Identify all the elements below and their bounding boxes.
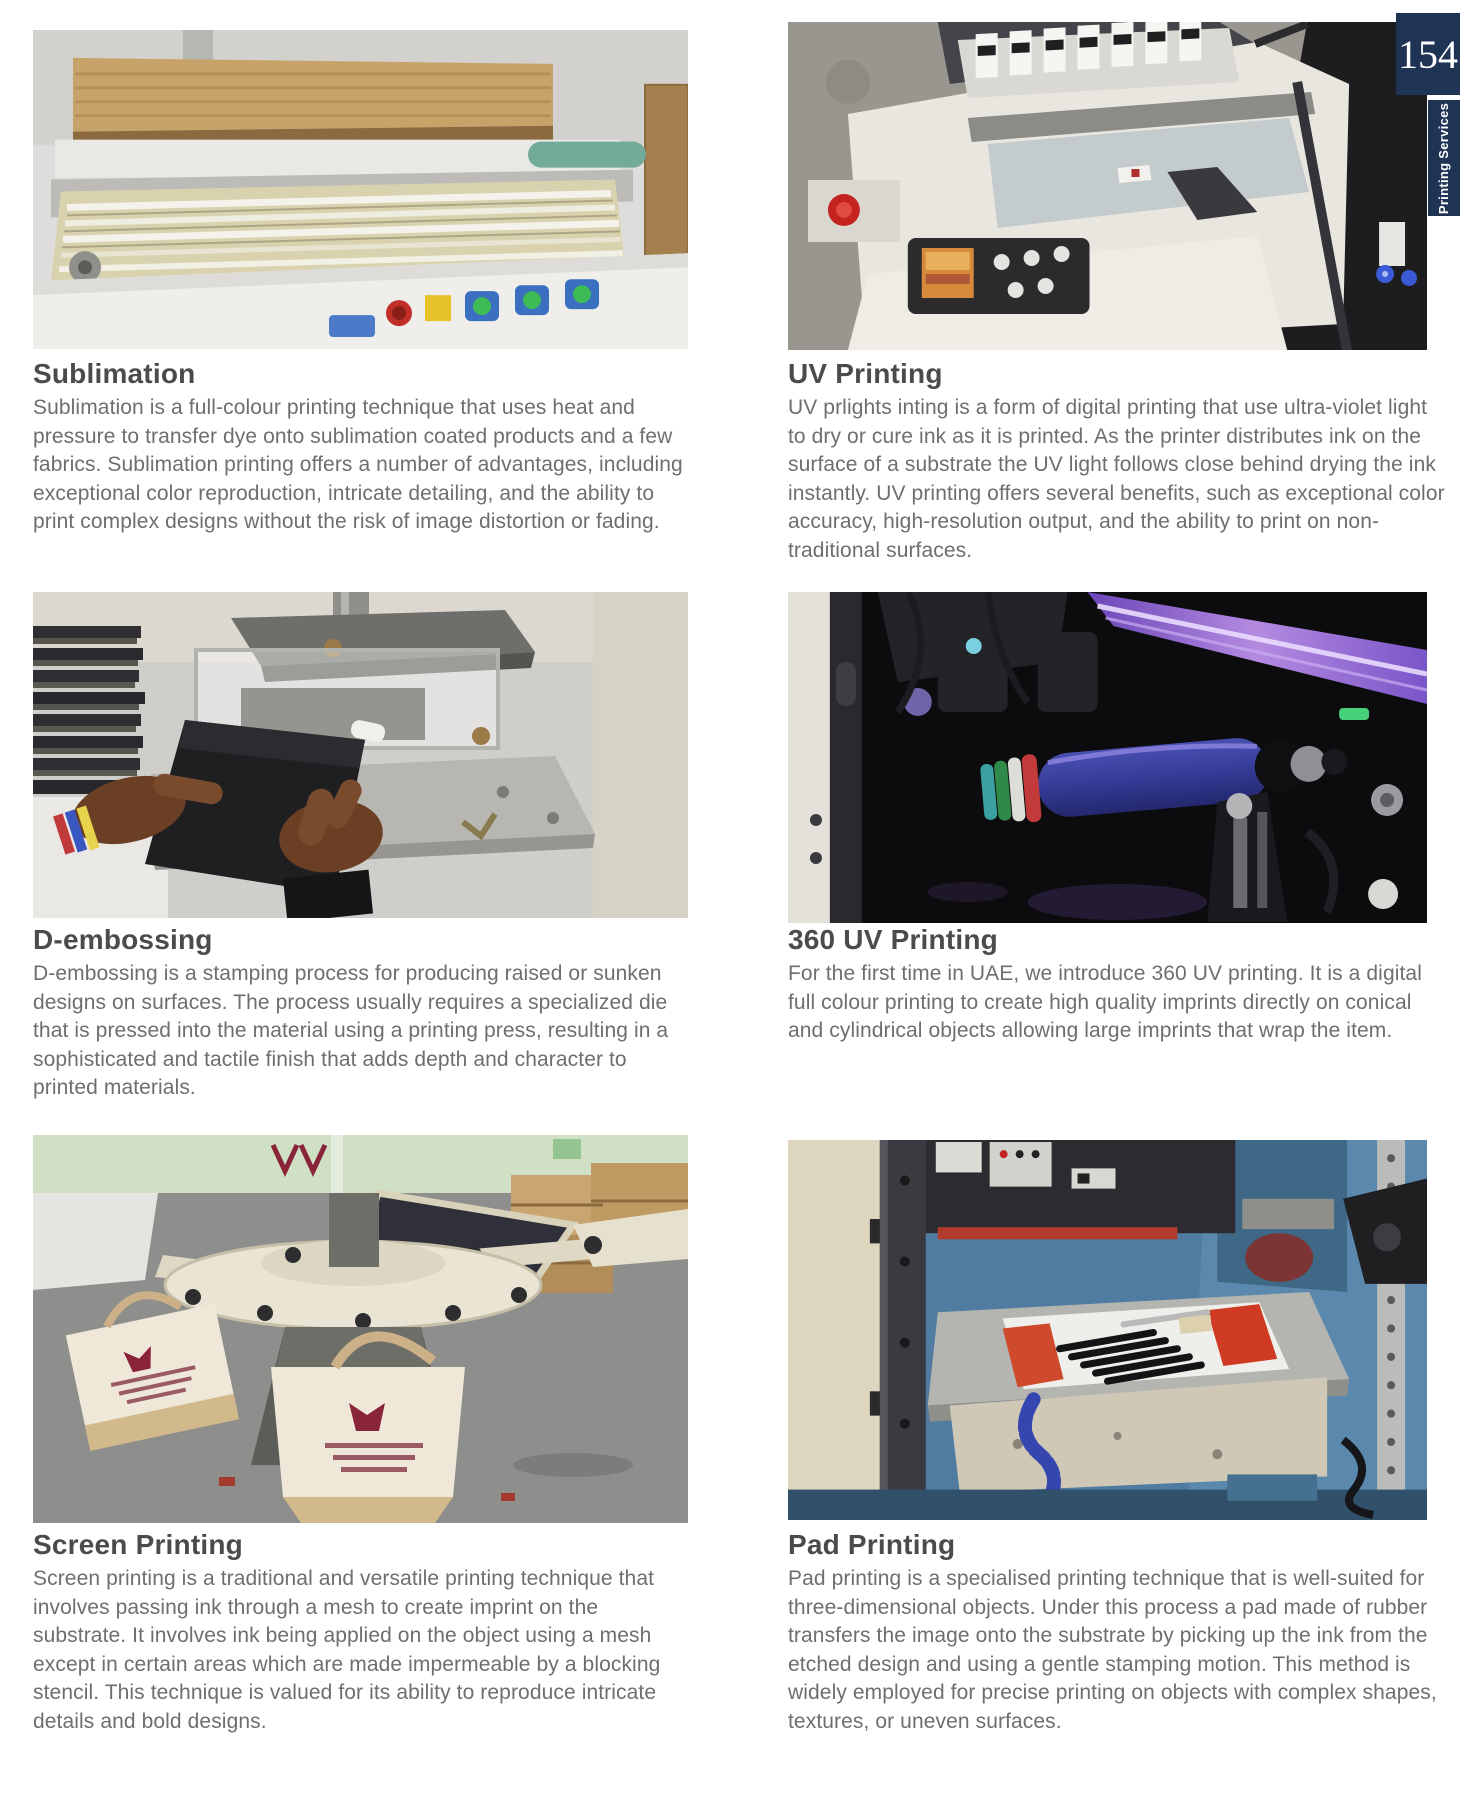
- d-embossing-body: D-embossing is a stamping process for producing raised or sunken designs on surfaces. The process usually requires a specialized die that is pressed into the material using a printing press, resulting in a sophisticated and tactile finish that adds depth and character to printed materials.: [33, 962, 669, 1099]
- side-tab-label: Printing Services: [1436, 102, 1452, 214]
- 360-uv-printing-photo-illustration: [788, 592, 1427, 923]
- pad-printing-title: Pad Printing: [788, 1529, 956, 1560]
- uv-printing-title: UV Printing: [788, 358, 943, 389]
- sublimation-photo-illustration: [33, 30, 688, 349]
- pad-printing-body: Pad printing is a specialised printing technique that is well-suited for three-dimensional objects. Under this process a pad made of rubber transfers the image onto the substrate by picking up the ink from the etched design and using a gentle stamping motion. This method is widely employed for precise printing on objects with complex shapes, textures, or uneven surfaces.: [788, 1567, 1437, 1733]
- screen-printing-body: Screen printing is a traditional and versatile printing technique that involves passing ink through a mesh to create imprint on the substrate. It involves ink being applied on the object using a mesh except in certain areas which are made impermeable by a blocking stencil. This technique is valued for its ability to reproduce intricate details and bold designs.: [33, 1567, 661, 1733]
- screen-printing-title: Screen Printing: [33, 1529, 243, 1560]
- pad-printing-photo: [788, 1140, 1427, 1520]
- d-embossing-title: D-embossing: [33, 924, 213, 955]
- screen-printing-photo-illustration: [33, 1135, 688, 1523]
- 360-uv-printing-title: 360 UV Printing: [788, 924, 998, 955]
- sublimation-body: Sublimation is a full-colour printing technique that uses heat and pressure to transfer dye onto sublimation coated products and a few fabrics. Sublimation printing offers a number of advantages, including exceptional color reproduction, intricate detailing, and the ability to print complex designs without the risk of image distortion or fading.: [33, 396, 683, 533]
- uv-printing-body: UV prlights inting is a form of digital printing that use ultra-violet light to dry or cure ink as it is printed. As the printer distributes ink on the surface of a substrate the UV light follows close behind drying the ink instantly. UV printing offers several benefits, such as exceptional color accuracy, high-resolution output, and the ability to print on non-traditional surfaces.: [788, 396, 1445, 562]
- d-embossing-photo-illustration: [33, 592, 688, 918]
- page-number-badge: [1396, 13, 1460, 95]
- sublimation-title: Sublimation: [33, 358, 196, 389]
- screen-printing-photo: [33, 1135, 688, 1523]
- 360-uv-printing-photo: [788, 592, 1427, 923]
- page-number-text: 154: [1398, 31, 1458, 77]
- d-embossing-photo: [33, 592, 688, 918]
- 360-uv-printing-body: For the first time in UAE, we introduce 360 UV printing. It is a digital full colour printing to create high quality imprints directly on conical and cylindrical objects allowing large imprints that wrap the item.: [788, 962, 1422, 1042]
- pad-printing-photo-illustration: [788, 1140, 1427, 1520]
- printing-services-side-tab: [1428, 100, 1460, 216]
- uv-printing-photo: [788, 22, 1427, 350]
- sublimation-photo: [33, 30, 688, 349]
- uv-printing-photo-illustration: [788, 22, 1427, 350]
